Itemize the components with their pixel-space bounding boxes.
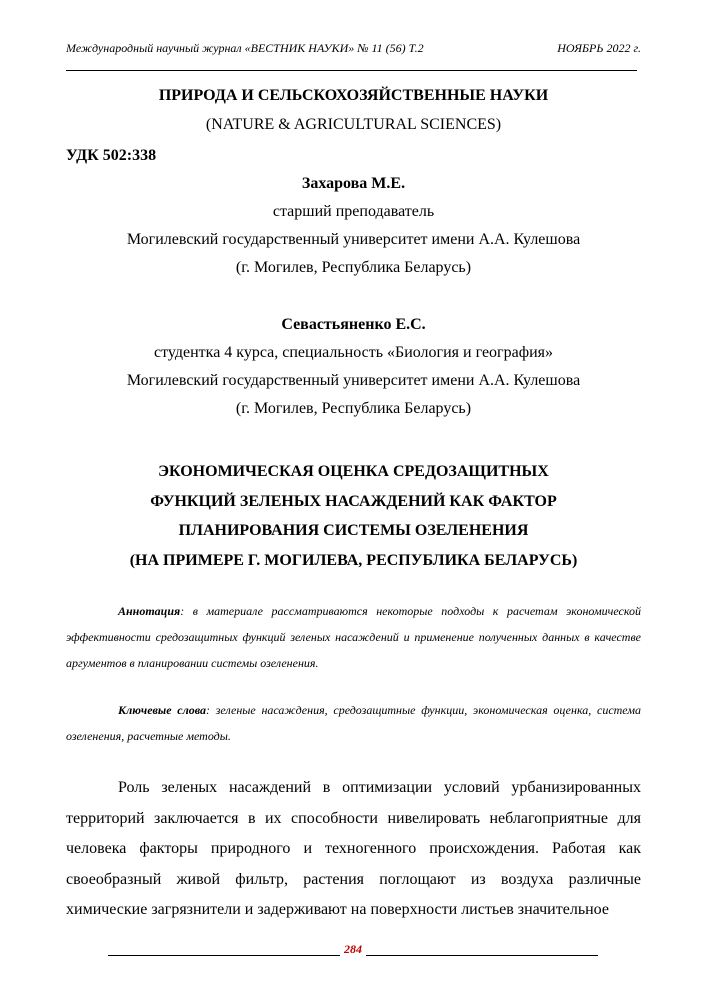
keywords	[66, 697, 641, 749]
body-paragraph: Роль зеленых насаждений в оптимизации условий урбанизированных территорий заключается в их способности нивелировать неблагоприятные для человека факторы природного и техногенного происхождения. Работая как своеобразный живой фильтр, растения поглощают из воздуха различные химические загрязнители и задерживают на поверхности листьев значительное	[66, 779, 641, 918]
footer-rule-right	[366, 943, 598, 956]
abstract-text: : в материале рассматриваются некоторые подходы к расчетам экономической эффективности средозащитных функций зеленых насаждений и применение полученных данных в качестве аргументов в планировании системы озеленения.	[66, 604, 641, 670]
article-title-line: ЭКОНОМИЧЕСКАЯ ОЦЕНКА СРЕДОЗАЩИТНЫХ	[158, 463, 549, 480]
author-2-location: (г. Могилев, Республика Беларусь)	[235, 400, 472, 417]
author-2-position: студентка 4 курса, специальность «Биология и география»	[154, 344, 553, 361]
footer-rule-left	[108, 943, 340, 956]
abstract	[66, 598, 641, 676]
author-1-position: старший преподаватель	[272, 203, 435, 220]
page-number: 284	[344, 942, 362, 956]
author-2-affiliation: Могилевский государственный университет имени А.А. Кулешова	[126, 372, 581, 389]
article-title-line: ПЛАНИРОВАНИЯ СИСТЕМЫ ОЗЕЛЕНЕНИЯ	[178, 522, 529, 539]
article-title-line: (НА ПРИМЕРЕ Г. МОГИЛЕВА, РЕСПУБЛИКА БЕЛАРУСЬ)	[129, 551, 578, 569]
page-footer	[108, 942, 598, 957]
author-1-affiliation: Могилевский государственный университет имени А.А. Кулешова	[126, 231, 581, 248]
article-title	[66, 457, 641, 575]
section-title-en: (NATURE & AGRICULTURAL SCIENCES)	[205, 116, 502, 133]
author-2-name: Севастьяненко Е.С.	[281, 316, 426, 333]
author-1-location: (г. Могилев, Республика Беларусь)	[235, 259, 472, 276]
udk-code: УДК 502:338	[66, 147, 157, 164]
running-header	[66, 41, 641, 56]
journal-name: Международный научный журнал «ВЕСТНИК НАУКИ» № 11 (56) Т.2	[66, 41, 424, 55]
article-title-line: ФУНКЦИЙ ЗЕЛЕНЫХ НАСАЖДЕНИЙ КАК ФАКТОР	[150, 492, 557, 510]
author-1-name: Захарова М.Е.	[301, 175, 406, 192]
header-rule	[66, 70, 637, 71]
keywords-label: Ключевые слова	[118, 703, 207, 717]
abstract-label: Аннотация	[118, 604, 181, 618]
keywords-text: : зеленые насаждения, средозащитные функции, экономическая оценка, система озеленения, расчетные методы.	[66, 703, 641, 743]
section-title-ru: ПРИРОДА И СЕЛЬСКОХОЗЯЙСТВЕННЫЕ НАУКИ	[158, 87, 549, 104]
issue-date: НОЯБРЬ 2022 г.	[557, 41, 641, 55]
